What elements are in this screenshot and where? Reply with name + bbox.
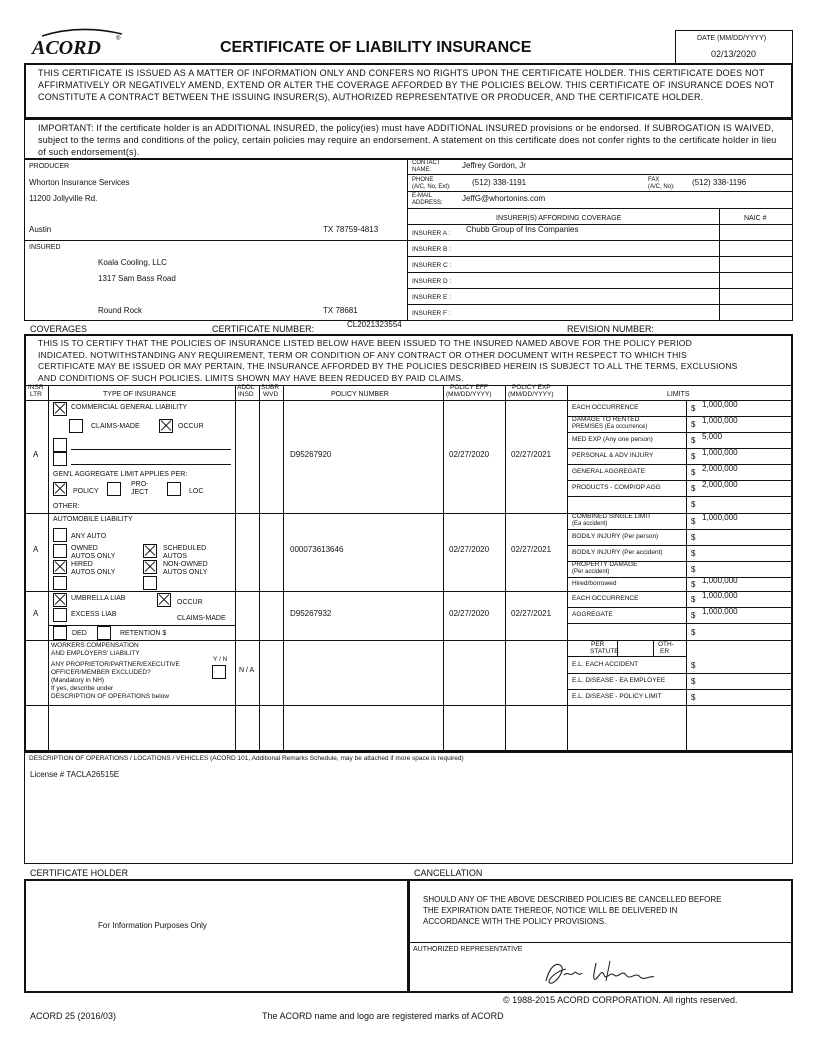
limits-header: LIMITS [667,391,690,398]
cancellation-text-1: SHOULD ANY OF THE ABOVE DESCRIBED POLICIES BE CANCELLED BEFORE [423,895,722,904]
limit-label: MED EXP (Any one person) [572,436,653,443]
commercial-gl-checkbox[interactable] [53,402,67,416]
holder-box [24,879,409,993]
limit-label-2: (Per accident) [572,569,610,575]
divider [567,385,568,752]
limit-value: 1,000,000 [702,591,738,600]
limit-label: E.L. DISEASE - POLICY LIMIT [572,693,662,700]
gl-extra-checkbox-1[interactable] [53,438,67,452]
gl-extra-checkbox-2[interactable] [53,452,67,466]
divider [567,432,793,433]
hired-autos-checkbox[interactable] [53,560,67,574]
copyright-text: © 1988-2015 ACORD CORPORATION. All rights reserved. [503,995,738,1005]
gl-exp-date: 02/27/2021 [511,450,552,459]
contact-name: Jeffrey Gordon, Jr [462,161,526,170]
per-statute-label: PER [591,641,605,648]
limit-label: DAMAGE TO RENTED [572,416,640,423]
dollar-sign: $ [691,580,696,589]
workers-comp-title: WORKERS COMPENSATION [51,642,139,649]
phone-value: (512) 338-1191 [472,178,527,187]
limit-label: Hired/borrowed [572,580,617,587]
divider [407,240,793,241]
occur-label: OCCUR [178,423,204,430]
email-label-2: ADDRESS: [412,200,443,206]
excluded-checkbox[interactable] [212,665,226,679]
auto-insr-ltr: A [33,545,39,554]
dollar-sign: $ [691,549,696,558]
dollar-sign: $ [691,452,696,461]
dollar-sign: $ [691,468,696,477]
claims-made-label: CLAIMS-MADE [91,423,140,430]
limit-value: 1,000,000 [702,607,738,616]
workers-comp-title-2: AND EMPLOYERS' LIABILITY [51,650,140,657]
scheduled-autos-label: SCHEDULED [163,545,207,552]
scheduled-autos-label-2: AUTOS [163,553,187,560]
subr-header-2: WVD [263,391,279,398]
coverages-label: COVERAGES [30,324,88,334]
workers-line-5: DESCRIPTION OF OPERATIONS below [51,693,169,700]
gl-eff-date: 02/27/2020 [449,450,490,459]
limit-label: EACH OCCURRENCE [572,595,639,602]
non-owned-autos-label-2: AUTOS ONLY [163,569,208,576]
eff-header: POLICY EFF [450,384,488,391]
dollar-sign: $ [691,611,696,620]
date-value: 02/13/2020 [711,49,757,59]
divider [24,240,408,241]
divider [567,607,793,608]
project-label-2: JECT [131,489,149,496]
divider [567,464,793,465]
auto-liability-label: AUTOMOBILE LIABILITY [53,516,133,523]
insr-ltr-header-2: LTR [30,391,42,398]
limit-label: GENERAL AGGREGATE [572,468,645,475]
insurer-label: INSURER E : [412,294,452,301]
dollar-sign: $ [691,533,696,542]
insured-state-zip: TX 78681 [323,306,358,315]
limit-label: BODILY INJURY (Per accident) [572,549,663,556]
auto-exp-date: 02/27/2021 [511,545,552,554]
divider [505,385,506,752]
gl-insr-ltr: A [33,450,39,459]
date-label: DATE (MM/DD/YYYY) [697,35,767,42]
divider [407,256,793,257]
commercial-gl-label: COMMERCIAL GENERAL LIABILITY [71,404,188,411]
divider [283,385,284,752]
divider [567,480,793,481]
divider [408,942,793,943]
email-label: E-MAIL [412,193,433,199]
revision-number-label: REVISION NUMBER: [567,324,655,334]
divider [567,689,793,690]
limit-value: 1,000,000 [702,576,738,585]
insurer-name: Chubb Group of Ins Companies [466,225,579,234]
divider [567,529,793,530]
addl-header-2: INSD [238,391,254,398]
producer-name: Whorton Insurance Services [29,178,130,187]
insurer-label: INSURER F : [412,310,451,317]
svg-text:ACORD: ACORD [32,37,101,59]
producer-label: PRODUCER [29,163,70,170]
limit-value: 1,000,000 [702,416,738,425]
divider [567,545,793,546]
type-header: TYPE OF INSURANCE [103,391,177,398]
divider [259,385,260,752]
producer-city: Austin [29,225,52,234]
dollar-sign: $ [691,565,696,574]
divider [567,656,686,657]
insured-city: Round Rock [98,306,143,315]
fax-value: (512) 338-1196 [692,178,747,187]
umbrella-liab-checkbox[interactable] [53,593,67,607]
umbrella-occur-checkbox[interactable] [157,593,171,607]
excess-liab-checkbox[interactable] [53,608,67,622]
umbrella-occur-label: OCCUR [177,599,203,606]
workers-line-4: If yes, describe under [51,685,114,692]
owned-autos-label: OWNED [71,545,98,552]
divider [407,174,793,175]
divider [24,385,793,386]
divider [407,272,793,273]
retention-checkbox[interactable] [53,626,67,640]
limit-label: E.L. DISEASE - EA EMPLOYEE [572,677,666,684]
divider [235,385,236,752]
limit-label: EACH OCCURRENCE [572,404,639,411]
umbrella-liab-label: UMBRELLA LIAB [71,595,126,602]
gl-blank-checkbox[interactable] [69,419,83,433]
project-checkbox[interactable] [107,482,121,496]
limit-value: 5,000 [702,432,723,441]
holder-text: For Information Purposes Only [98,921,207,930]
retention-label: RETENTION $ [120,630,167,637]
umbrella-policy-number: D95267932 [290,609,332,618]
auto-extra-checkbox-1[interactable] [53,576,67,590]
description-box [24,752,793,864]
divider [686,400,687,752]
addl-header: ADDL [237,384,255,391]
exp-header-2: (MM/DD/YYYY) [508,391,554,398]
project-label: PRO- [131,481,149,488]
divider [407,288,793,289]
limit-label-2: PREMISES (Ea occurrence) [572,424,648,430]
divider [567,448,793,449]
insured-label: INSURED [29,244,61,251]
fax-label: FAX [648,177,660,183]
limit-label-2: (Ea accident) [572,521,608,527]
insured-address: 1317 Sam Bass Road [98,274,176,283]
dollar-sign: $ [691,628,696,637]
dollar-sign: $ [691,595,696,604]
limit-label: PROPERTY DAMAGE [572,561,638,568]
divider [48,625,235,626]
any-auto-checkbox[interactable] [53,528,67,542]
dollar-sign: $ [691,677,696,686]
non-owned-autos-label: NON-OWNED [163,561,208,568]
contact-name-label-2: NAME: [412,167,432,173]
loc-label: LOC [189,488,204,495]
producer-state-zip: TX 78759-4813 [323,225,379,234]
divider [567,496,793,497]
ded-checkbox[interactable] [97,626,111,640]
ded-label: DED [72,630,87,637]
notice-text-1: THIS CERTIFICATE IS ISSUED AS A MATTER OF INFORMATION ONLY AND CONFERS NO RIGHTS UPON THE CERTIFICATE HOLDER. THIS CERTIFICATE DOES NOT AFFIRMATIVELY OR NEGATIVELY AMEND, EXTEND OR ALTER THE COVERAGE AFFORDED BY THE POLICIES BELOW. THIS CERTIFICATE OF INSURANCE DOES NOT CONSTITUTE A CONTRACT BETWEEN THE ISSUING INSURER(S), AUTHORIZED REPRESENTATIVE OR PRODUCER, AND THE CERTIFICATE HOLDER. [38,68,775,102]
cert-number: CL2021323554 [347,320,402,329]
naic-label: NAIC # [744,215,767,222]
umbrella-eff-date: 02/27/2020 [449,609,490,618]
dollar-sign: $ [691,517,696,526]
workers-line-1: ANY PROPRIETOR/PARTNER/EXECUTIVE [51,661,180,668]
notice-text-2: IMPORTANT: If the certificate holder is an ADDITIONAL INSURED, the policy(ies) must have ADDITIONAL INSURED provisions or be endorsed. If SUBROGATION IS WAIVED, subject to the terms and conditions of the policy, certain policies may require an endorsement. A statement on this certificate does not confer rights to the certificate holder in lieu of such endorsement(s). [38,123,777,157]
dollar-sign: $ [691,661,696,670]
divider [48,385,49,752]
cert-number-label: CERTIFICATE NUMBER: [212,324,315,334]
acord-logo [30,28,130,60]
dollar-sign: $ [691,404,696,413]
auto-extra-checkbox-2[interactable] [143,576,157,590]
divider [24,513,793,514]
svg-text:®: ® [116,36,121,42]
coverages-statement: THIS IS TO CERTIFY THAT THE POLICIES OF INSURANCE LISTED BELOW HAVE BEEN ISSUED TO THE INSURED NAMED ABOVE FOR THE POLICY PERIOD INDICATED. NOTWITHSTANDING ANY REQUIREMENT, TERM OR CONDITION OF ANY CONTRACT OR OTHER DOCUMENT WITH RESPECT TO WHICH THIS CERTIFICATE MAY BE ISSUED OR MAY PERTAIN, THE INSURANCE AFFORDED BY THE POLICIES DESCRIBED HEREIN IS SUBJECT TO ALL THE TERMS, EXCLUSIONS AND CONDITIONS OF SUCH POLICIES. LIMITS SHOWN MAY HAVE BEEN REDUCED BY PAID CLAIMS. [38,338,738,383]
divider [407,191,793,192]
gen-agg-label: GEN'L AGGREGATE LIMIT APPLIES PER: [53,471,188,478]
divider [71,449,231,450]
limit-value: 1,000,000 [702,513,738,522]
policy-number-header: POLICY NUMBER [331,391,389,398]
cancellation-text-3: ACCORDANCE WITH THE POLICY PROVISIONS. [423,917,607,926]
dollar-sign: $ [691,500,696,509]
divider [567,623,793,624]
per-statute-label-2: STATUTE [590,648,619,655]
divider [567,577,793,578]
authorized-rep-label: AUTHORIZED REPRESENTATIVE [413,946,523,953]
scheduled-autos-checkbox[interactable] [143,544,157,558]
gl-policy-number: D95267920 [290,450,332,459]
auto-policy-number: 000073613646 [290,545,344,554]
policy-checkbox[interactable] [53,482,67,496]
subr-header: SUBR [261,384,280,391]
divider [24,705,793,706]
limit-label: PERSONAL & ADV INJURY [572,452,654,459]
insurer-label: INSURER C : [412,262,452,269]
any-auto-label: ANY AUTO [71,533,107,540]
insr-ltr-header: INSR [28,384,44,391]
insurers-header: INSURER(S) AFFORDING COVERAGE [496,215,622,222]
oth-er-label: OTH- [658,641,674,648]
dollar-sign: $ [691,693,696,702]
hired-autos-label: HIRED [71,561,93,568]
non-owned-autos-checkbox[interactable] [143,560,157,574]
insurer-label: INSURER B : [412,246,452,253]
limit-value: 1,000,000 [702,400,738,409]
divider [567,673,793,674]
insurer-label: INSURER A : [412,230,451,237]
document-title: CERTIFICATE OF LIABILITY INSURANCE [220,39,532,56]
phone-label: PHONE [412,177,434,183]
umbrella-claims-made-label: CLAIMS-MADE [177,615,226,622]
fax-label-2: (A/C, No): [648,184,675,190]
insurer-label: INSURER D : [412,278,452,285]
exp-header: POLICY EXP [512,384,551,391]
owned-autos-label-2: AUTOS ONLY [71,553,116,560]
other-label: OTHER: [53,503,80,510]
occur-checkbox[interactable] [159,419,173,433]
cancellation-label: CANCELLATION [414,868,483,878]
divider [407,208,793,209]
description-label: DESCRIPTION OF OPERATIONS / LOCATIONS / VEHICLES (ACORD 101, Additional Remarks Schedule, may be attached if more space is required) [29,755,464,762]
email-value: JeffG@whortonins.com [462,194,546,203]
limit-label: COMBINED SINGLE LIMIT [572,513,652,520]
na-label: N / A [239,667,255,674]
divider [653,640,654,656]
dollar-sign: $ [691,436,696,445]
dollar-sign: $ [691,484,696,493]
description-text: License # TACLA26515E [30,770,120,779]
yn-label: Y / N [213,656,228,663]
signature-image [540,955,660,989]
limit-label: BODILY INJURY (Per person) [572,533,659,540]
cancellation-text-2: THE EXPIRATION DATE THEREOF, NOTICE WILL BE DELIVERED IN [423,906,678,915]
excess-liab-label: EXCESS LIAB [71,611,117,618]
hired-autos-label-2: AUTOS ONLY [71,569,116,576]
divider [443,385,444,752]
umbrella-exp-date: 02/27/2021 [511,609,552,618]
limit-label: PRODUCTS - COMP/OP AGG [572,484,661,491]
loc-checkbox[interactable] [167,482,181,496]
producer-address: 11200 Jollyville Rd. [29,194,98,203]
workers-line-3: (Mandatory in NH) [51,677,105,684]
dollar-sign: $ [691,420,696,429]
contact-name-label: CONTACT [412,160,441,166]
divider [24,640,793,641]
phone-label-2: (A/C, No, Ext): [412,184,451,190]
divider [71,464,231,465]
policy-label: POLICY [73,488,99,495]
workers-line-2: OFFICER/MEMBER EXCLUDED? [51,669,151,676]
limit-label: AGGREGATE [572,611,613,618]
limit-value: 2,000,000 [702,480,738,489]
auto-eff-date: 02/27/2020 [449,545,490,554]
divider [24,591,793,592]
owned-autos-checkbox[interactable] [53,544,67,558]
umbrella-insr-ltr: A [33,609,39,618]
divider [407,224,793,225]
limit-label: E.L. EACH ACCIDENT [572,661,639,668]
form-number: ACORD 25 (2016/03) [30,1011,117,1021]
divider [24,400,793,401]
insured-name: Koala Cooling, LLC [98,258,167,267]
eff-header-2: (MM/DD/YYYY) [446,391,492,398]
divider [407,304,793,305]
limit-value: 1,000,000 [702,448,738,457]
registered-marks: The ACORD name and logo are registered marks of ACORD [262,1011,504,1021]
oth-er-label-2: ER [660,648,670,655]
certificate-holder-label: CERTIFICATE HOLDER [30,868,129,878]
limit-value: 2,000,000 [702,464,738,473]
